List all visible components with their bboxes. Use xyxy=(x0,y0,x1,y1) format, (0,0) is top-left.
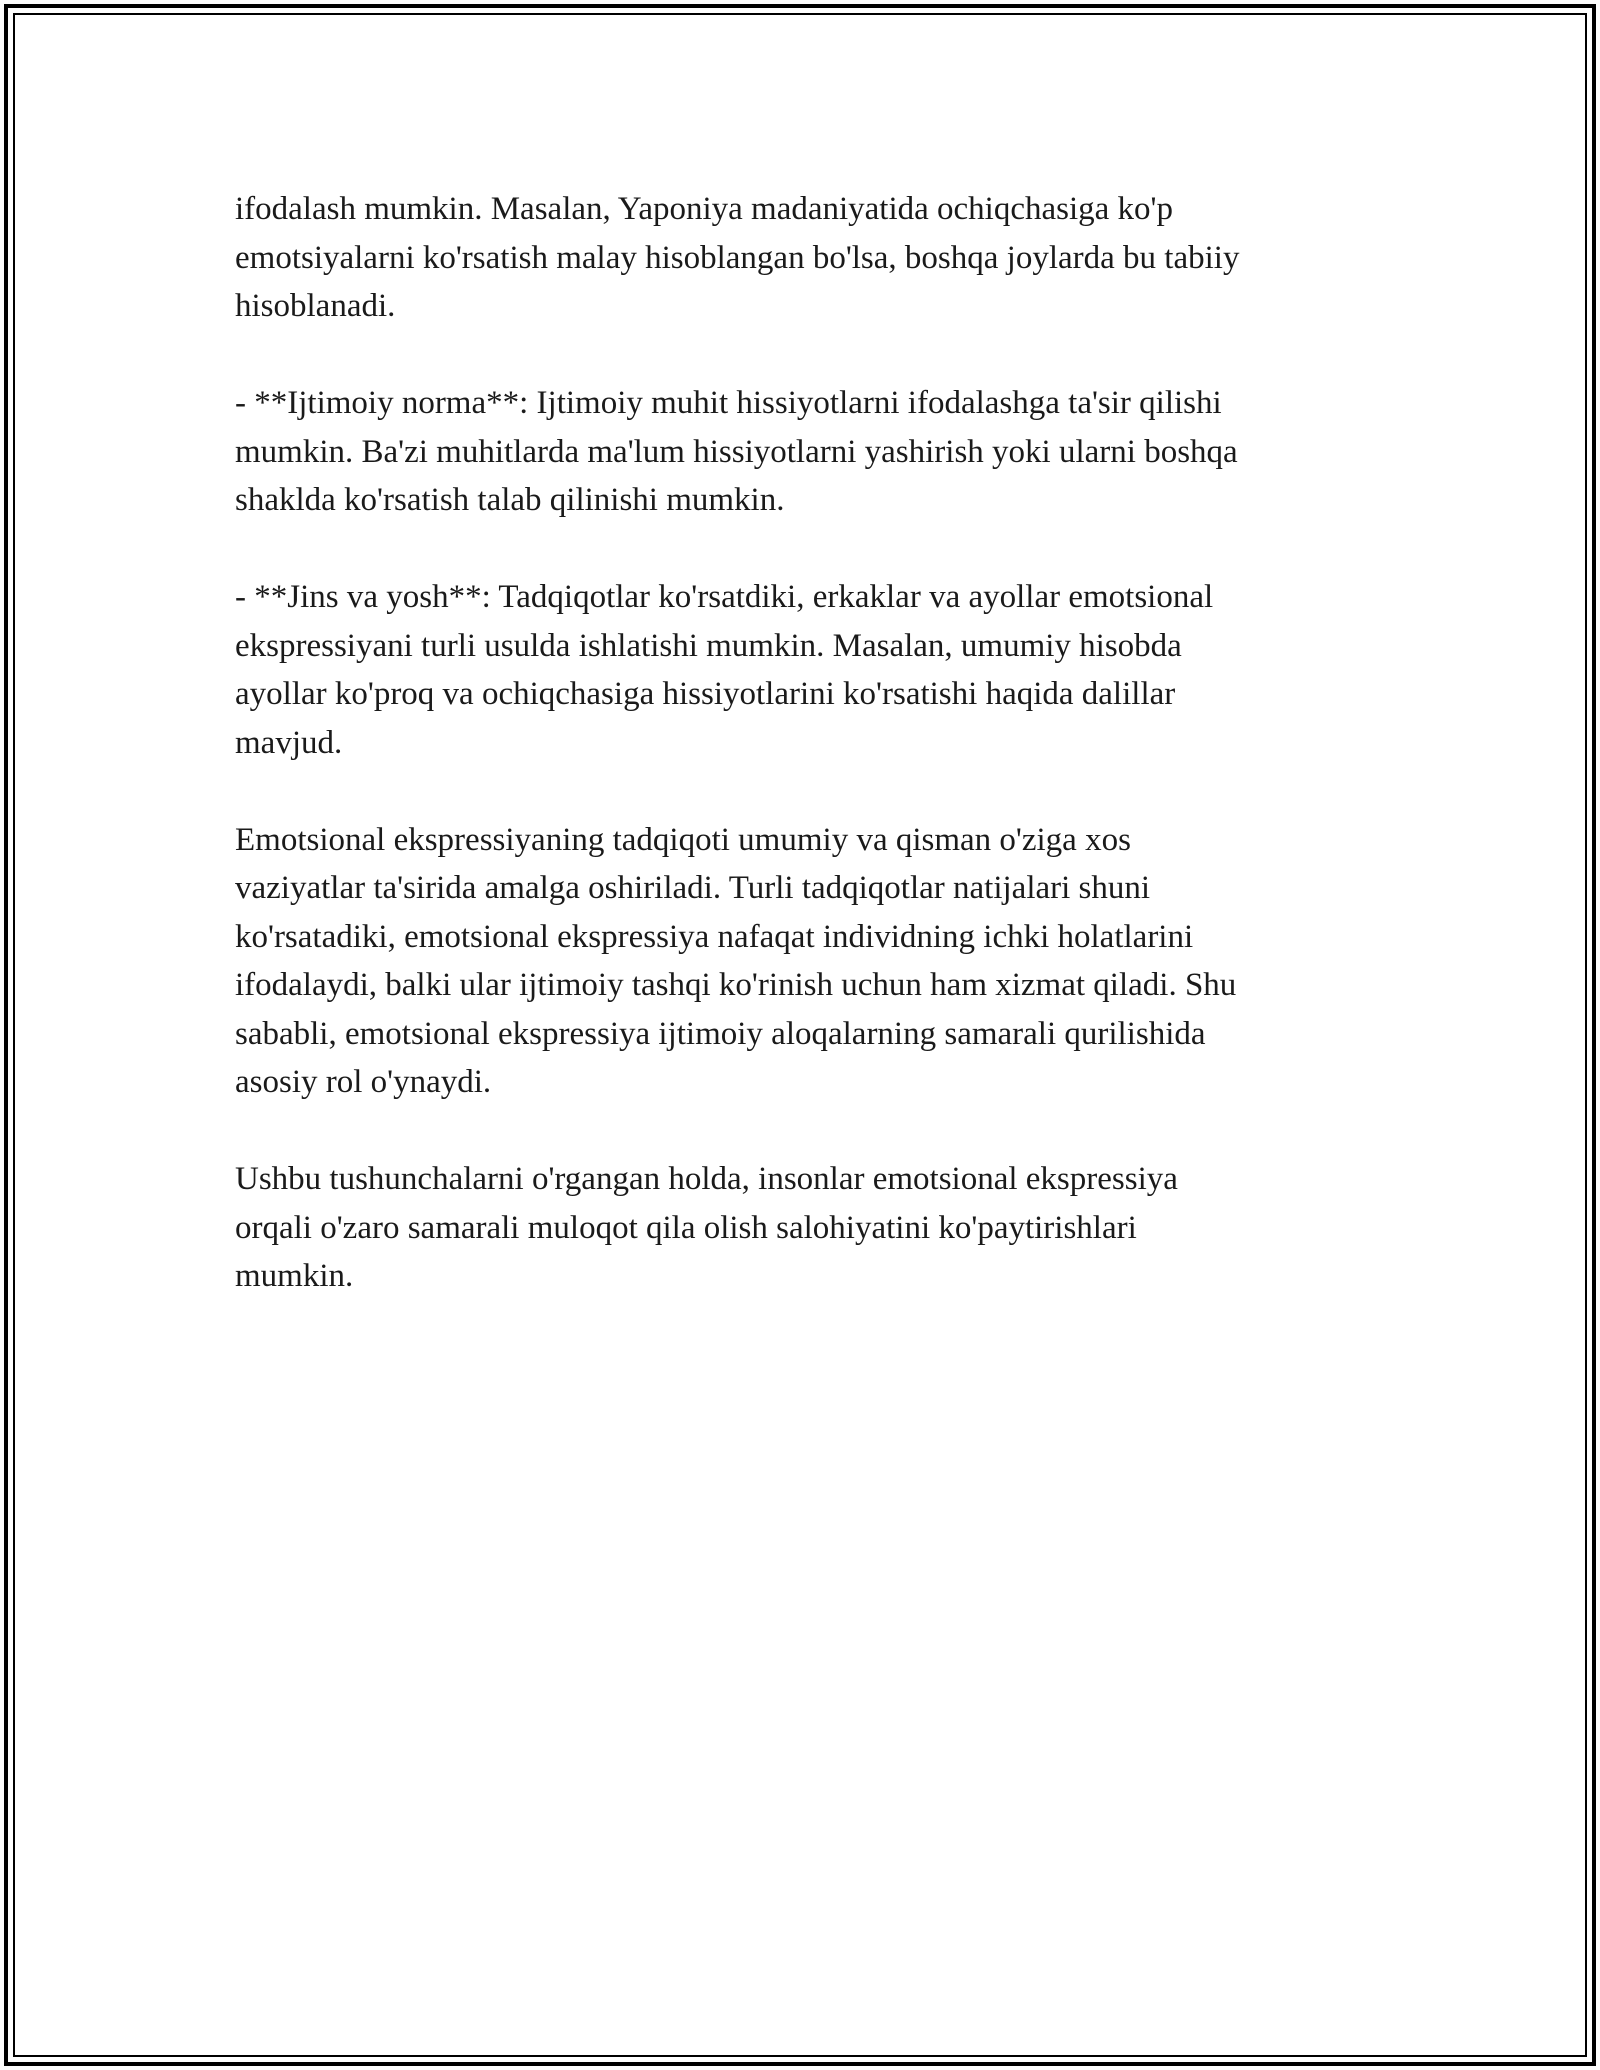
paragraph-gender-age xyxy=(235,573,1370,767)
text-line: mumkin. xyxy=(235,1258,354,1294)
text-line: mavjud. xyxy=(235,724,343,761)
text-line: asosiy rol o'ynaydi. xyxy=(235,1064,492,1100)
text-line: mumkin. Ba'zi muhitlarda ma'lum hissiyotlarni yashirish yoki ularni boshqa xyxy=(235,433,1238,470)
text-line: emotsiyalarni ko'rsatish malay hisoblangan bo'lsa, boshqa joylarda bu tabiiy xyxy=(235,239,1240,276)
text-line: - **Jins va yosh**: Tadqiqotlar ko'rsatdiki, erkaklar va ayollar emotsional xyxy=(235,579,1214,615)
text-line: shaklda ko'rsatish talab qilinishi mumkin. xyxy=(235,482,785,518)
paragraph-conclusion xyxy=(235,1155,1370,1301)
text-line: ifodalaydi, balki ular ijtimoiy tashqi ko'rinish uchun ham xizmat qiladi. Shu xyxy=(235,967,1237,1003)
text-line: hisoblanadi. xyxy=(235,288,396,324)
paragraph-social-norm xyxy=(235,379,1370,525)
text-line: orqali o'zaro samarali muloqot qila olish salohiyatini ko'paytirishlari xyxy=(235,1209,1137,1246)
text-line: Ushbu tushunchalarni o'rgangan holda, insonlar emotsional ekspressiya xyxy=(235,1161,1178,1197)
paragraph-research xyxy=(235,816,1370,1107)
text-line: Emotsional ekspressiyaning tadqiqoti umumiy va qisman o'ziga xos xyxy=(235,821,1131,858)
text-line: - **Ijtimoiy norma**: Ijtimoiy muhit hissiyotlarni ifodalashga ta'sir qilishi xyxy=(235,385,1222,421)
paragraph-cultural-example xyxy=(235,185,1370,331)
text-line: ifodalash mumkin. Masalan, Yaponiya madaniyatida ochiqchasiga ko'p xyxy=(235,191,1174,227)
text-line: ayollar ko'proq va ochiqchasiga hissiyotlarini ko'rsatishi haqida dalillar xyxy=(235,676,1176,712)
document-body xyxy=(235,185,1370,1349)
text-line: ko'rsatadiki, emotsional ekspressiya nafaqat individning ichki holatlarini xyxy=(235,918,1194,955)
text-line: sababli, emotsional ekspressiya ijtimoiy aloqalarning samarali qurilishida xyxy=(235,1015,1206,1052)
text-line: ekspressiyani turli usulda ishlatishi mumkin. Masalan, umumiy hisobda xyxy=(235,627,1182,664)
text-line: vaziyatlar ta'sirida amalga oshiriladi. Turli tadqiqotlar natijalari shuni xyxy=(235,870,1151,906)
